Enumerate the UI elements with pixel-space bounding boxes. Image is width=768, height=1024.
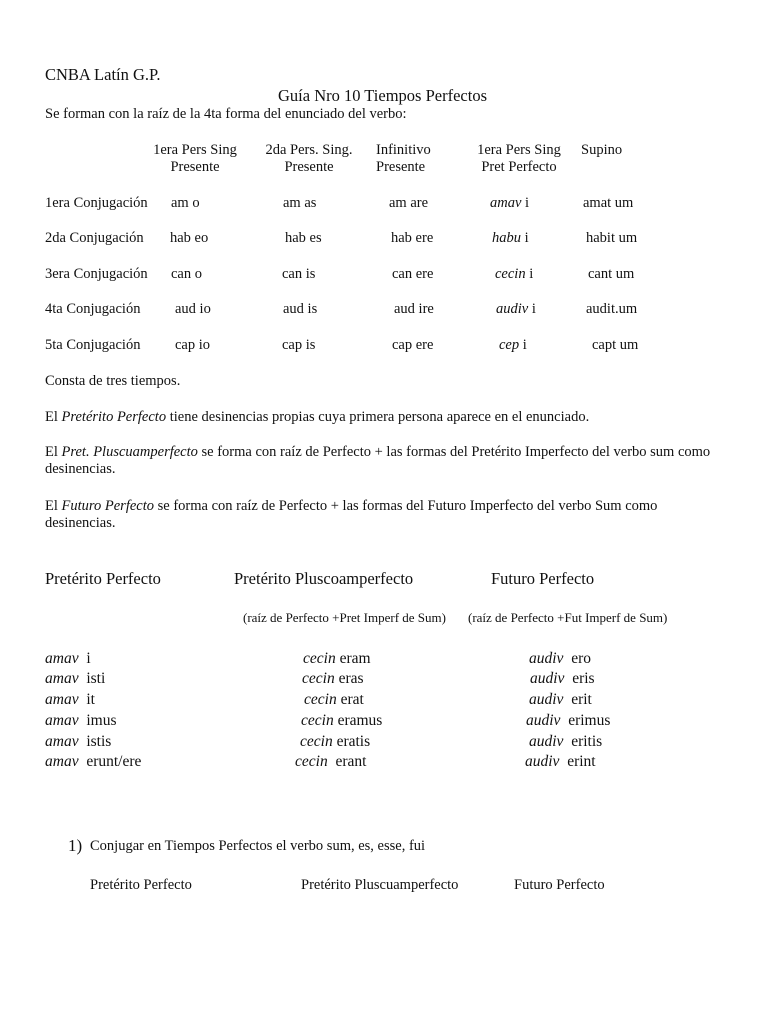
cell: amav i [490, 195, 530, 211]
note-pluscuamperfecto: (raíz de Perfecto +Pret Imperf de Sum) [243, 610, 446, 625]
list-item: audiv eris [530, 670, 595, 687]
cell: aud io [175, 301, 211, 317]
list-item: cecin erat [304, 691, 364, 708]
cell: aud is [283, 301, 318, 317]
school-heading: CNBA Latín G.P. [45, 65, 161, 84]
cell: am are [389, 195, 429, 211]
exercise-number: 1) [68, 836, 83, 855]
exercise-instruction: Conjugar en Tiempos Perfectos el verbo sum, es, esse, fui [90, 838, 426, 854]
exercise-header-futuro: Futuro Perfecto [514, 877, 605, 893]
column-header: Supino [581, 142, 623, 158]
cell: can ere [392, 266, 434, 282]
column-header: 1era Pers Sing Pret Perfecto [477, 142, 561, 175]
intro-text: Se forman con la raíz de la 4ta forma del enunciado del verbo: [45, 106, 407, 122]
list-item: amav imus [45, 712, 117, 729]
row-label: 2da Conjugación [45, 230, 144, 246]
cell: habit um [586, 230, 638, 246]
cell: aud ire [394, 301, 434, 317]
cell: can is [282, 266, 316, 282]
header-pluscuamperfecto: Pretérito Pluscoamperfecto [234, 569, 414, 588]
paragraph-futuro-perfecto: El Futuro Perfecto se forma con raíz de Perfecto + las formas del Futuro Imperfecto del verbo Sum como desinencias. [45, 498, 658, 531]
list-item: audiv ero [529, 650, 591, 667]
list-item: audiv erint [525, 753, 596, 770]
cell: cep i [499, 337, 527, 353]
cell: cant um [588, 266, 635, 282]
note-futuro: (raíz de Perfecto +Fut Imperf de Sum) [468, 610, 668, 625]
paragraph-perfecto: El Pretérito Perfecto tiene desinencias propias cuya primera persona aparece en el enunciado. [45, 409, 590, 425]
list-item: audiv erimus [526, 712, 611, 729]
list-item: cecin eras [302, 670, 364, 687]
cell: capt um [592, 337, 639, 353]
row-label: 5ta Conjugación [45, 337, 141, 353]
list-item: amav isti [45, 670, 106, 687]
list-item: amav it [45, 691, 95, 708]
cell: audit.um [586, 301, 638, 317]
cell: cap ere [392, 337, 434, 353]
cell: am o [171, 195, 200, 211]
cell: audiv i [496, 301, 536, 317]
list-item: audiv erit [529, 691, 592, 708]
column-header: 2da Pers. Sing. Presente [265, 142, 353, 175]
cell: hab eo [170, 230, 209, 246]
cell: cap is [282, 337, 316, 353]
cell: am as [283, 195, 317, 211]
list-item: cecin eratis [300, 733, 371, 750]
row-label: 4ta Conjugación [45, 301, 141, 317]
row-label: 1era Conjugación [45, 195, 148, 211]
list-item: amav i [45, 650, 91, 667]
row-label: 3era Conjugación [45, 266, 148, 282]
exercise-header-pluscuamperfecto: Pretérito Pluscuamperfecto [301, 877, 459, 893]
header-futuro-perfecto: Futuro Perfecto [491, 569, 595, 588]
paragraph-pluscuamperfecto: El Pret. Pluscuamperfecto se forma con raíz de Perfecto + las formas del Pretérito Imperfecto del verbo sum como desinencias. [45, 444, 711, 477]
cell: hab ere [391, 230, 434, 246]
exercise-header-perfecto: Pretérito Perfecto [90, 877, 192, 893]
list-item: amav erunt/ere [45, 753, 142, 770]
cell: cap io [175, 337, 211, 353]
cell: amat um [583, 195, 634, 211]
tiempos-text: Consta de tres tiempos. [45, 373, 181, 389]
column-header: Infinitivo Presente [376, 142, 431, 175]
header-preterito-perfecto: Pretérito Perfecto [45, 569, 161, 588]
list-item: audiv eritis [529, 733, 603, 750]
list-item: amav istis [45, 733, 112, 750]
column-header: 1era Pers Sing Presente [153, 142, 237, 175]
page-title: Guía Nro 10 Tiempos Perfectos [278, 86, 487, 105]
list-item: cecin erant [295, 753, 367, 770]
cell: hab es [285, 230, 322, 246]
list-item: cecin eram [303, 650, 371, 667]
cell: can o [171, 266, 202, 282]
cell: cecin i [495, 266, 534, 282]
cell: habu i [492, 230, 529, 246]
list-item: cecin eramus [301, 712, 383, 729]
